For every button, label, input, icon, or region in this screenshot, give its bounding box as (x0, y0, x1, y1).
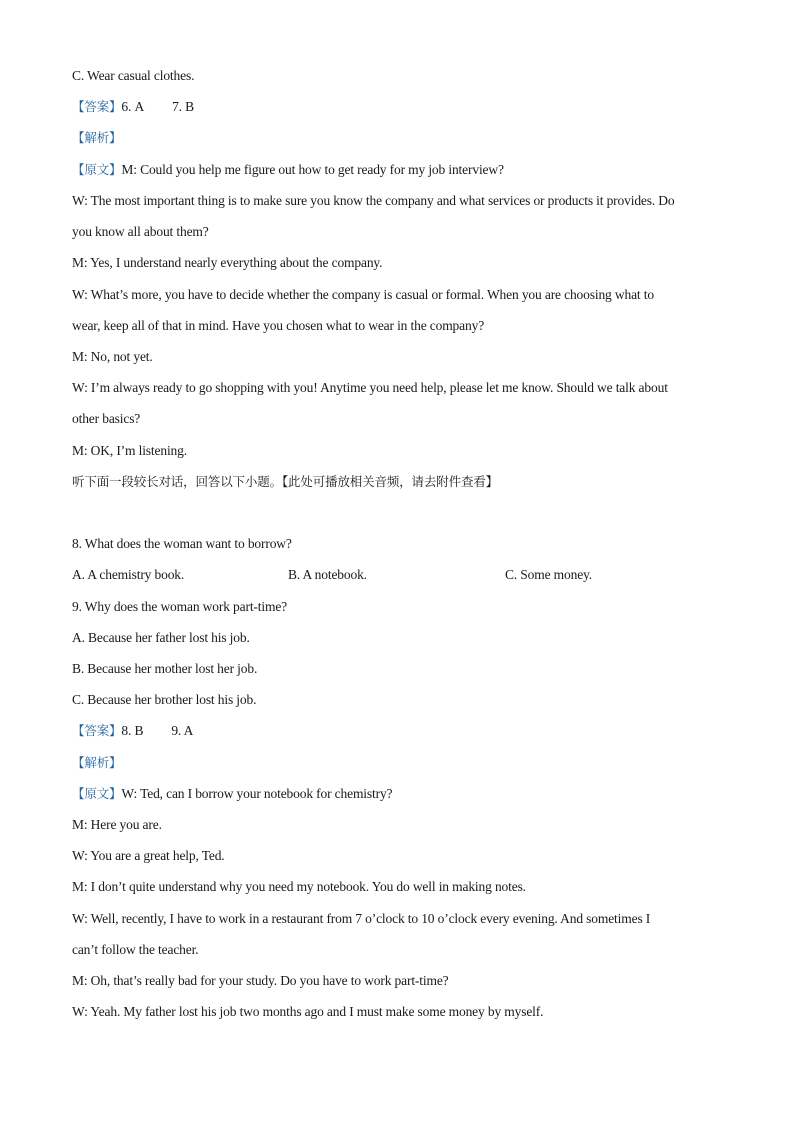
transcript-line: W: Yeah. My father lost his job two months ago and I must make some money by myself. (72, 1004, 544, 1019)
transcript-line: wear, keep all of that in mind. Have you chosen what to wear in the company? (72, 318, 485, 333)
transcript-line: M: Yes, I understand nearly everything about the company. (72, 255, 383, 270)
question-8-options (72, 566, 672, 584)
answer-tag: 【答案】 (72, 723, 122, 738)
transcript-line: W: You are a great help, Ted. (72, 848, 225, 863)
answer-tag: 【答案】 (72, 99, 122, 114)
transcript-line: other basics? (72, 411, 141, 426)
question-9: 9. Why does the woman work part-time? (72, 599, 288, 614)
option-b: B. Because her mother lost her job. (72, 661, 258, 676)
analysis-heading-1: 【解析】 (72, 130, 122, 145)
answer-9: 9. A (171, 723, 194, 738)
option-a: A. Because her father lost his job. (72, 630, 250, 645)
transcript-line: you know all about them? (72, 224, 209, 239)
original-tag: 【原文】 (72, 786, 122, 801)
answer-8: 8. B (121, 723, 144, 738)
answer-7: 7. B (172, 99, 194, 114)
transcript-line: M: Oh, that’s really bad for your study. Do you have to work part-time? (72, 973, 449, 988)
transcript-line: M: Here you are. (72, 817, 162, 832)
option-c: C. Because her brother lost his job. (72, 692, 257, 707)
transcript-line: M: OK, I’m listening. (72, 443, 187, 458)
original-tag: 【原文】 (72, 162, 122, 177)
option-c: C. Some money. (505, 567, 593, 582)
transcript-line: W: Well, recently, I have to work in a restaurant from 7 o’clock to 10 o’clock every evening. And sometimes I (72, 911, 651, 926)
transcript-line: 【原文】W: Ted, can I borrow your notebook for chemistry? (72, 786, 393, 801)
question-8: 8. What does the woman want to borrow? (72, 536, 292, 551)
transcript-line: W: I’m always ready to go shopping with you! Anytime you need help, please let me know. Should we talk about (72, 380, 668, 395)
transcript-line: W: What’s more, you have to decide whether the company is casual or formal. When you are choosing what to (72, 287, 654, 302)
answer-line-2 (72, 722, 193, 740)
answer-6: 6. A (121, 99, 145, 114)
listening-instruction: 听下面一段较长对话，回答以下小题。【此处可播放相关音频，请去附件查看】 (72, 474, 499, 489)
transcript-line: W: The most important thing is to make sure you know the company and what services or products it provides. Do (72, 193, 675, 208)
option-b: B. A notebook. (288, 567, 367, 582)
transcript-line: can’t follow the teacher. (72, 942, 199, 957)
option-c-q7: C. Wear casual clothes. (72, 68, 195, 83)
transcript-line: 【原文】M: Could you help me figure out how to get ready for my job interview? (72, 162, 504, 177)
analysis-heading-2: 【解析】 (72, 755, 122, 770)
answer-line-1 (72, 98, 194, 116)
transcript-line: M: No, not yet. (72, 349, 153, 364)
transcript-line: M: I don’t quite understand why you need my notebook. You do well in making notes. (72, 879, 526, 894)
option-a: A. A chemistry book. (72, 567, 185, 582)
